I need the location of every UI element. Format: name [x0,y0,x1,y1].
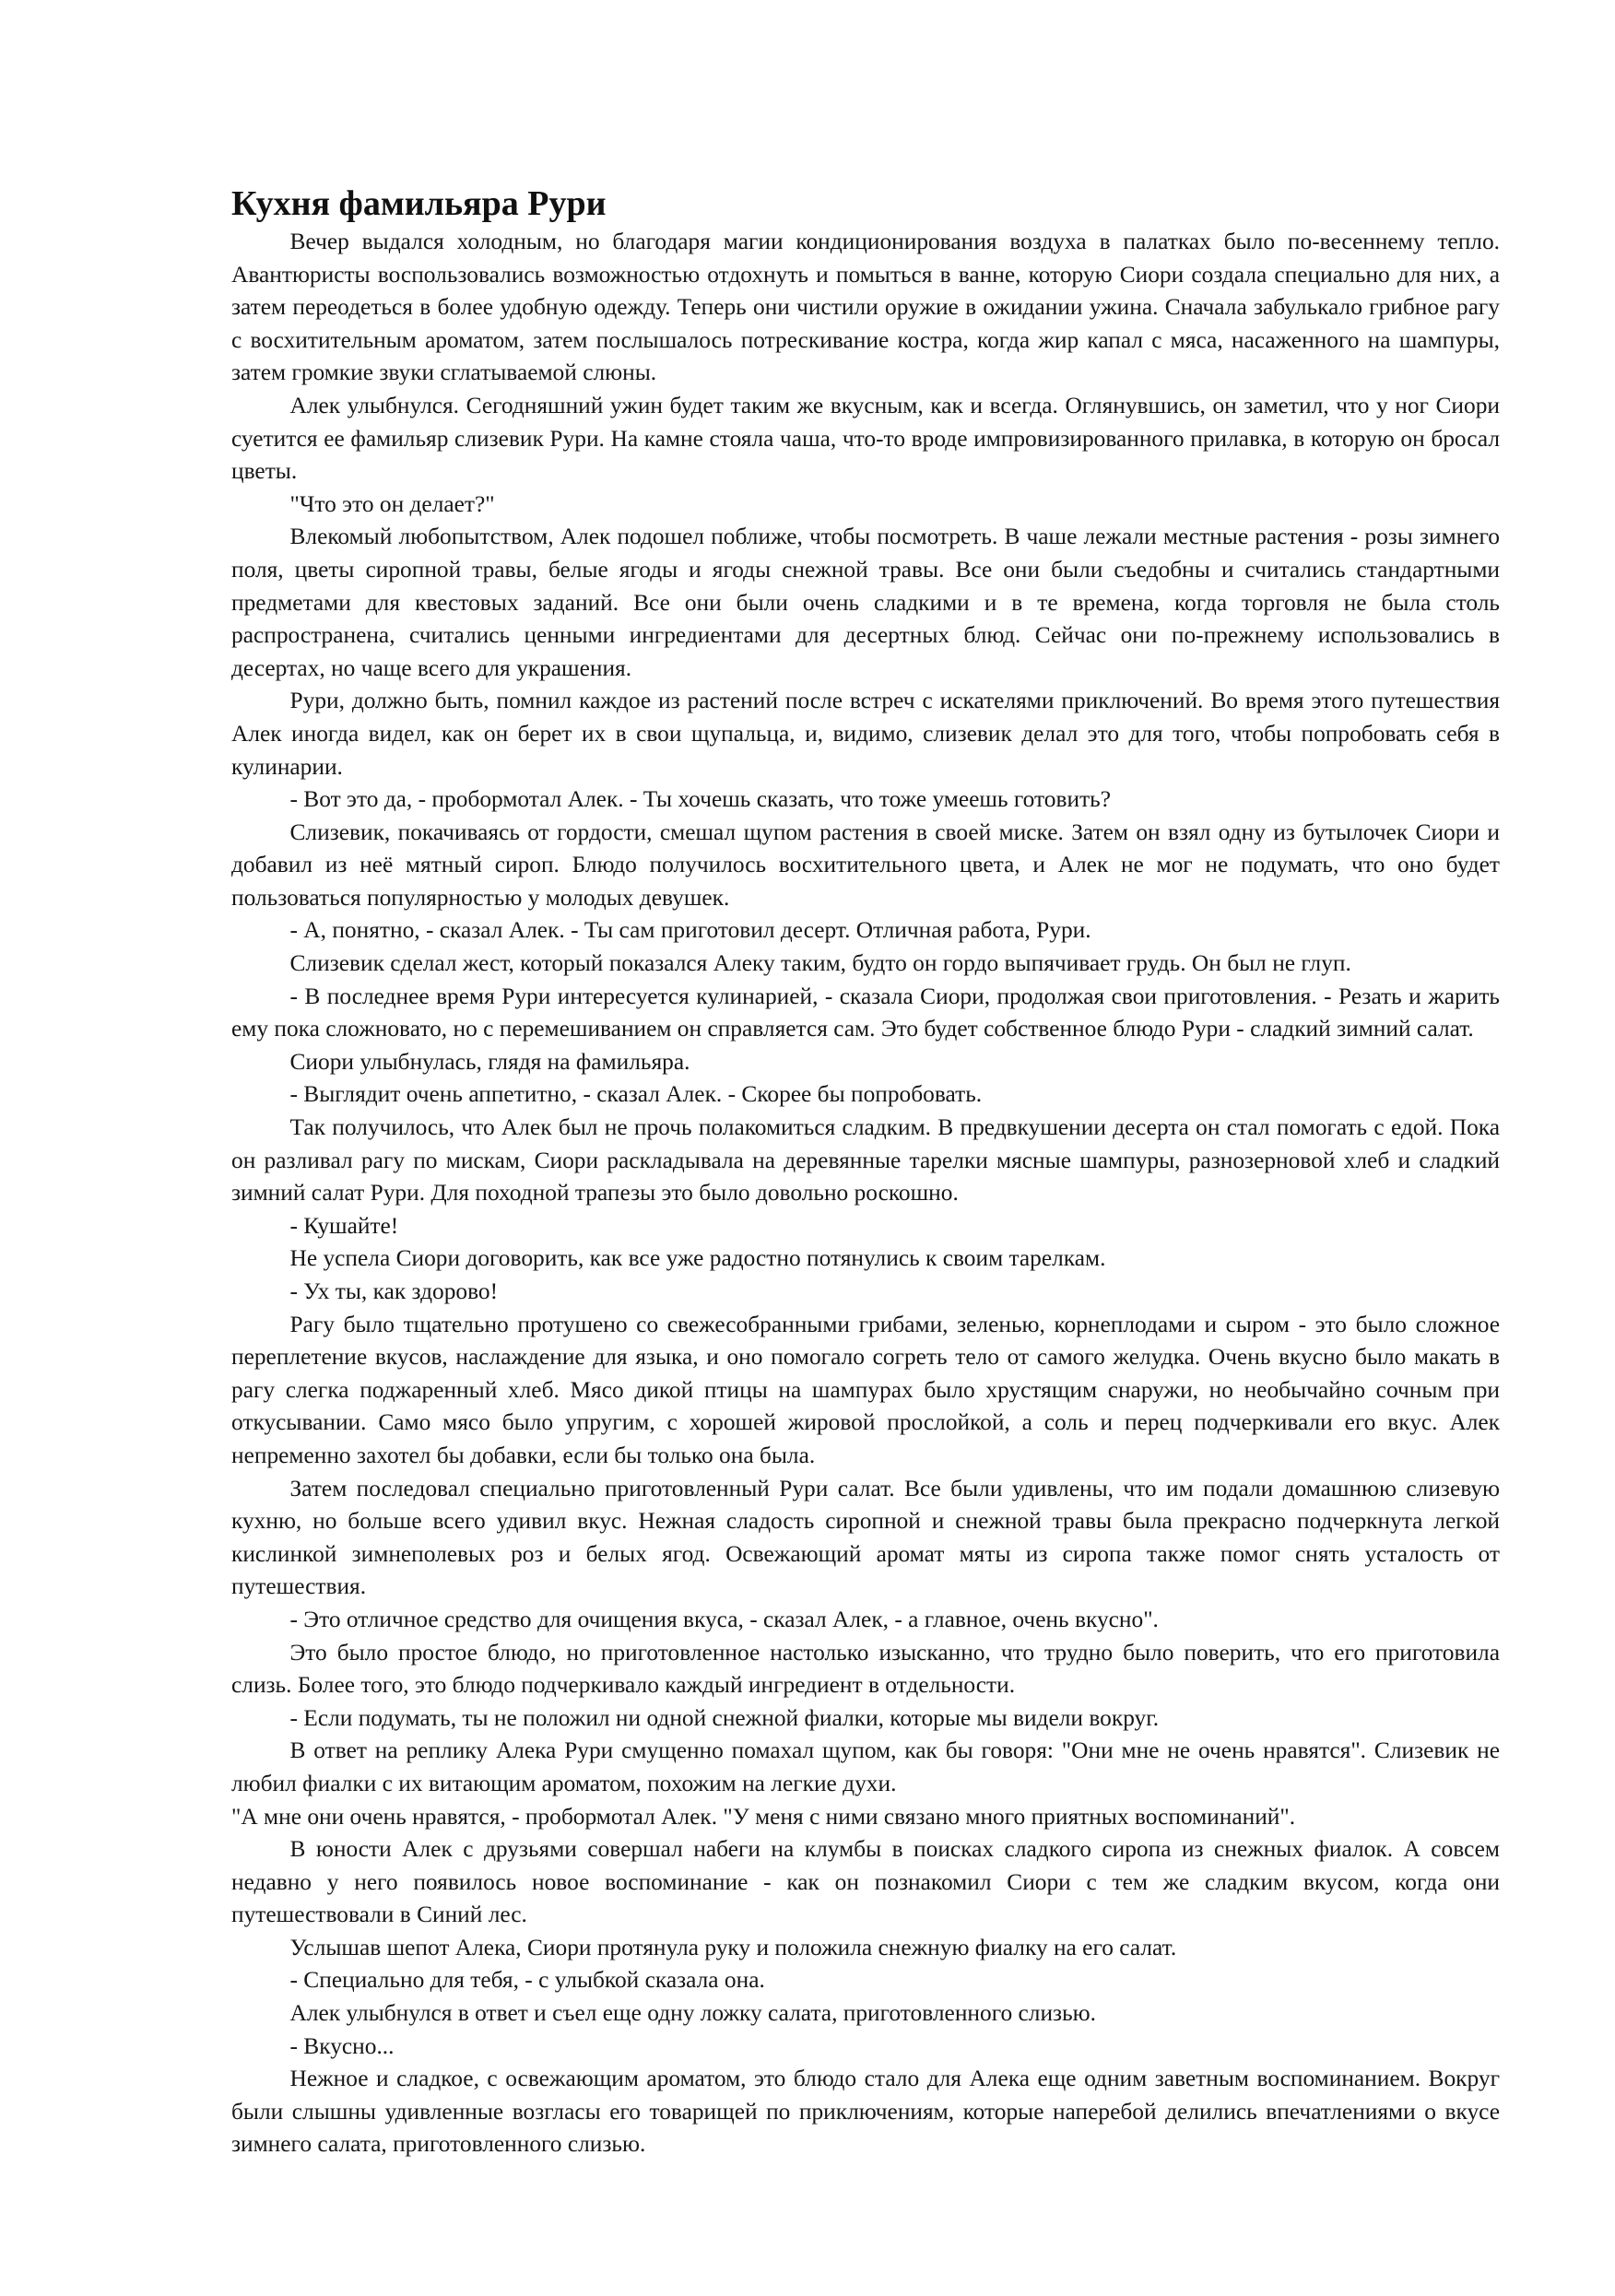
paragraph: Так получилось, что Алек был не прочь полакомиться сладким. В предвкушении десерта он стал помогать с едой. Пока он разливал рагу по мискам, Сиори раскладывала на деревянные тарелки мясные шампуры, разнозерновой хлеб и сладкий зимний салат Рури. Для походной трапезы это было довольно роскошно. [231,1114,1500,1207]
paragraph: Не успела Сиори договорить, как все уже радостно потянулись к своим тарелкам. [289,1245,1106,1272]
paragraph: - Кушайте! [289,1212,399,1239]
document-body [231,183,1500,2161]
paragraph: - Вкусно... [289,2032,395,2059]
paragraph: Нежное и сладкое, с освежающим ароматом, это блюдо стало для Алека еще одним заветным воспоминанием. Вокруг были слышны удивленные возгласы его товарищей по приключениям, которые наперебой делились впечатлениями о вкусе зимнего салата, приготовленного слизью. [231,2066,1500,2158]
paragraph: - Это отличное средство для очищения вкуса, - сказал Алек, - а главное, очень вкусно". [289,1606,1159,1632]
paragraph-list [231,226,1500,2161]
paragraph: Рагу было тщательно протушено со свежесобранными грибами, зеленью, корнеплодами и сыром - это было сложное переплетение вкусов, наслаждение для языка, и оно помогало согреть тело от самого желудка. Очень вкусно было макать в рагу слегка поджаренный хлеб. Мясо дикой птицы на шампурах было хрустящим снаружи, но необычайно сочным при откусывании. Само мясо было упругим, с хорошей жировой прослойкой, а соль и перец подчеркивали его вкус. Алек непременно захотел бы добавки, если бы только она была. [231,1311,1500,1468]
document-title: Кухня фамильяра Рури [231,184,607,223]
paragraph: - Если подумать, ты не положил ни одной снежной фиалки, которые мы видели вокруг. [289,1704,1160,1731]
paragraph: Услышав шепот Алека, Сиори протянула руку и положила снежную фиалку на его салат. [289,1934,1177,1960]
paragraph: Вечер выдался холодным, но благодаря магии кондиционирования воздуха в палатках было по-весеннему тепло. Авантюристы воспользовались возможностью отдохнуть и помыться в ванне, которую Сиори создала специально для них, а затем переодеться в более удобную одежду. Теперь они чистили оружие в ожидании ужина. Сначала забулькало грибное рагу с восхитительным ароматом, затем послышалось потрескивание костра, когда жир капал с мяса, насаженного на шампуры, затем громкие звуки сглатываемой слюны. [231,229,1500,386]
paragraph: "Что это он делает?" [289,490,495,517]
paragraph: Слизевик, покачиваясь от гордости, смешал щупом растения в своей миске. Затем он взял одну из бутылочек Сиори и добавил из неё мятный сироп. Блюдо получилось восхитительного цвета, и Алек не мог не подумать, что оно будет пользоваться популярностью у молодых девушек. [231,818,1500,911]
paragraph: В юности Алек с друзьями совершал набеги на клумбы в поисках сладкого сиропа из снежных фиалок. А совсем недавно у него появилось новое воспоминание - как он познакомил Сиори с тем же сладким вкусом, когда они путешествовали в Синий лес. [231,1836,1500,1928]
paragraph: Слизевик сделал жест, который показался Алеку таким, будто он гордо выпячивает грудь. Он был не глуп. [289,950,1351,977]
paragraph: - Ух ты, как здорово! [289,1278,499,1304]
paragraph: Влекомый любопытством, Алек подошел поближе, чтобы посмотреть. В чаше лежали местные растения - розы зимнего поля, цветы сиропной травы, белые ягоды и ягоды снежной травы. Все они были съедобны и считались стандартными предметами для квестовых заданий. Все они были очень сладкими и в те времена, когда торговля не была столь распространена, считались ценными ингредиентами для десертных блюд. Сейчас они по-прежнему использовались в десертах, но чаще всего для украшения. [231,524,1500,681]
paragraph: Затем последовал специально приготовленный Рури салат. Все были удивлены, что им подали домашнюю слизевую кухню, но больше всего удивил вкус. Нежная сладость сиропной и снежной травы была прекрасно подчеркнута легкой кислинкой зимнеполевых роз и белых ягод. Освежающий аромат мяты из сиропа также помог снять усталость от путешествия. [231,1475,1500,1600]
paragraph: - Выглядит очень аппетитно, - сказал Алек. - Скорее бы попробовать. [289,1081,983,1108]
paragraph: - А, понятно, - сказал Алек. - Ты сам приготовил десерт. Отличная работа, Рури. [289,917,1091,944]
paragraph: Сиори улыбнулась, глядя на фамильяра. [289,1048,690,1075]
paragraph: "А мне они очень нравятся, - пробормотал Алек. "У меня с ними связано много приятных воспоминаний". [231,1803,1296,1830]
paragraph: - Вот это да, - пробормотал Алек. - Ты хочешь сказать, что тоже умеешь готовить? [289,786,1112,813]
paragraph: - В последнее время Рури интересуется кулинарией, - сказала Сиори, продолжая свои приготовления. - Резать и жарить ему пока сложновато, но с перемешиванием он справляется сам. Это будет собственное блюдо Рури - сладкий зимний салат. [231,983,1500,1042]
paragraph: В ответ на реплику Алека Рури смущенно помахал щупом, как бы говоря: "Они мне не очень нравятся". Слизевик не любил фиалки с их витающим ароматом, похожим на легкие духи. [231,1737,1500,1796]
paragraph: Алек улыбнулся в ответ и съел еще одну ложку салата, приготовленного слизью. [289,2000,1096,2027]
paragraph: - Специально для тебя, - с улыбкой сказала она. [289,1967,765,1994]
paragraph: Алек улыбнулся. Сегодняшний ужин будет таким же вкусным, как и всегда. Оглянувшись, он заметил, что у ног Сиори суетится ее фамильяр слизевик Рури. На камне стояла чаша, что-то вроде импровизированного прилавка, в которую он бросал цветы. [231,392,1500,485]
paragraph: Это было простое блюдо, но приготовленное настолько изысканно, что трудно было поверить, что его приготовила слизь. Более того, это блюдо подчеркивало каждый ингредиент в отдельности. [231,1639,1500,1699]
paragraph: Рури, должно быть, помнил каждое из растений после встреч с искателями приключений. Во время этого путешествия Алек иногда видел, как он берет их в свои щупальца, и, видимо, слизевик делал это для того, чтобы попробовать себя в кулинарии. [231,688,1500,780]
